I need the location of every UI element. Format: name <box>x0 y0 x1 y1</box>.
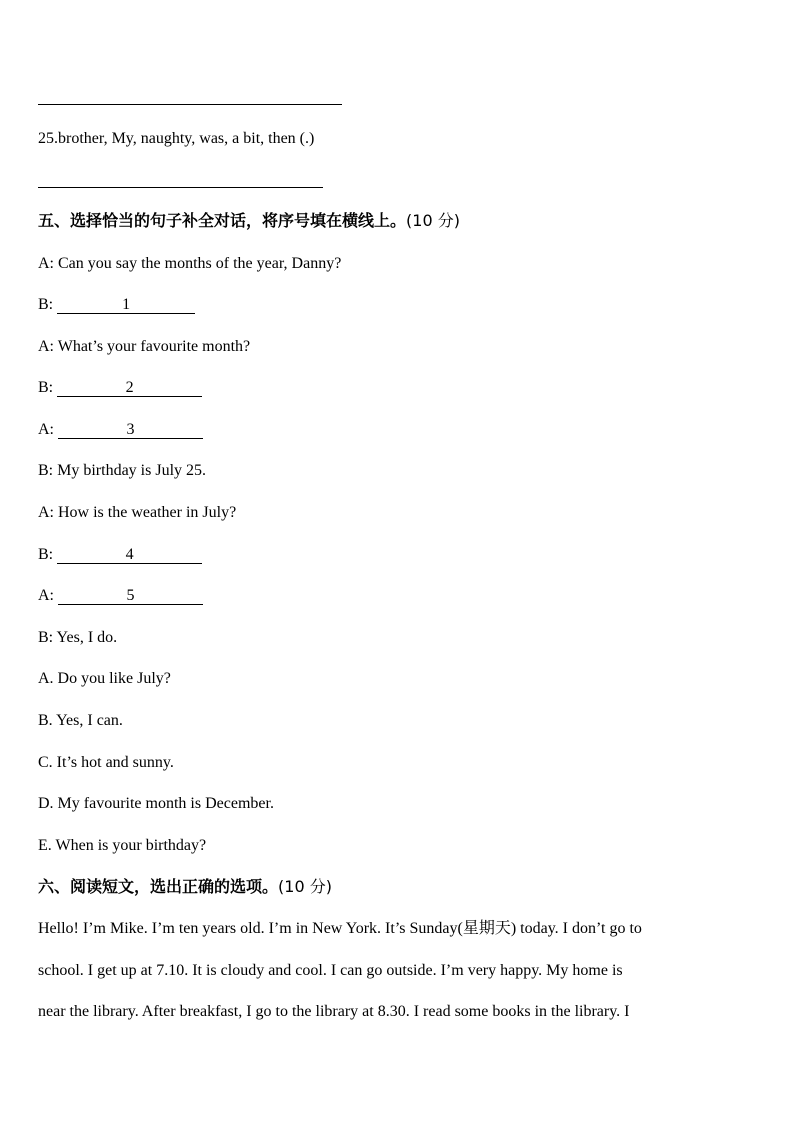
section-title-text: 五、选择恰当的句子补全对话，将序号填在横线上。 <box>38 211 407 230</box>
option-c: C. It’s hot and sunny. <box>38 754 174 771</box>
dialogue-line <box>38 420 203 440</box>
option-d: D. My favourite month is December. <box>38 795 274 812</box>
question-25: 25.brother, My, naughty, was, a bit, then (.) <box>38 130 315 147</box>
option-e: E. When is your birthday? <box>38 837 207 854</box>
speaker-label: B: <box>38 629 54 646</box>
section-score: (10 分) <box>278 877 332 896</box>
speaker-label: B: <box>38 462 54 479</box>
dialogue-text: How is the weather in July? <box>58 504 237 521</box>
blank-1[interactable]: 1 <box>57 297 195 314</box>
section-score: (10 分) <box>406 211 460 230</box>
dialogue-text: Can you say the months of the year, Danny? <box>58 255 342 272</box>
speaker-label: A: <box>38 338 54 355</box>
passage-line: Hello! I’m Mike. I’m ten years old. I’m in New York. It’s Sunday(星期天) today. I don’t go to <box>38 920 642 937</box>
dialogue-line <box>38 503 236 523</box>
dialogue-line <box>38 461 206 481</box>
option-b: B. Yes, I can. <box>38 712 123 729</box>
blank-3[interactable]: 3 <box>58 422 203 439</box>
section-6-title <box>38 877 332 897</box>
dialogue-line <box>38 295 195 315</box>
speaker-label: A: <box>38 504 54 521</box>
dialogue-text: What’s your favourite month? <box>57 338 251 355</box>
dialogue-line <box>38 337 250 357</box>
passage-line: school. I get up at 7.10. It is cloudy and cool. I can go outside. I’m very happy. My home is <box>38 962 623 979</box>
speaker-label: A: <box>38 421 54 438</box>
speaker-label: A: <box>38 255 54 272</box>
answer-line[interactable] <box>38 104 342 105</box>
dialogue-line <box>38 545 202 565</box>
dialogue-text: My birthday is July 25. <box>57 462 207 479</box>
speaker-label: B: <box>38 546 54 563</box>
blank-5[interactable]: 5 <box>58 588 203 605</box>
speaker-label: A: <box>38 587 54 604</box>
passage-line: near the library. After breakfast, I go to the library at 8.30. I read some books in the library. I <box>38 1003 630 1020</box>
speaker-label: B: <box>38 296 54 313</box>
option-a: A. Do you like July? <box>38 670 171 687</box>
section-5-title <box>38 211 460 231</box>
blank-4[interactable]: 4 <box>57 547 202 564</box>
speaker-label: B: <box>38 379 54 396</box>
dialogue-text: Yes, I do. <box>56 629 118 646</box>
dialogue-line <box>38 628 117 648</box>
answer-line[interactable] <box>38 187 323 188</box>
dialogue-line <box>38 254 341 274</box>
dialogue-line <box>38 586 203 606</box>
dialogue-line <box>38 378 202 398</box>
blank-2[interactable]: 2 <box>57 380 202 397</box>
section-title-text: 六、阅读短文，选出正确的选项。 <box>38 877 279 896</box>
